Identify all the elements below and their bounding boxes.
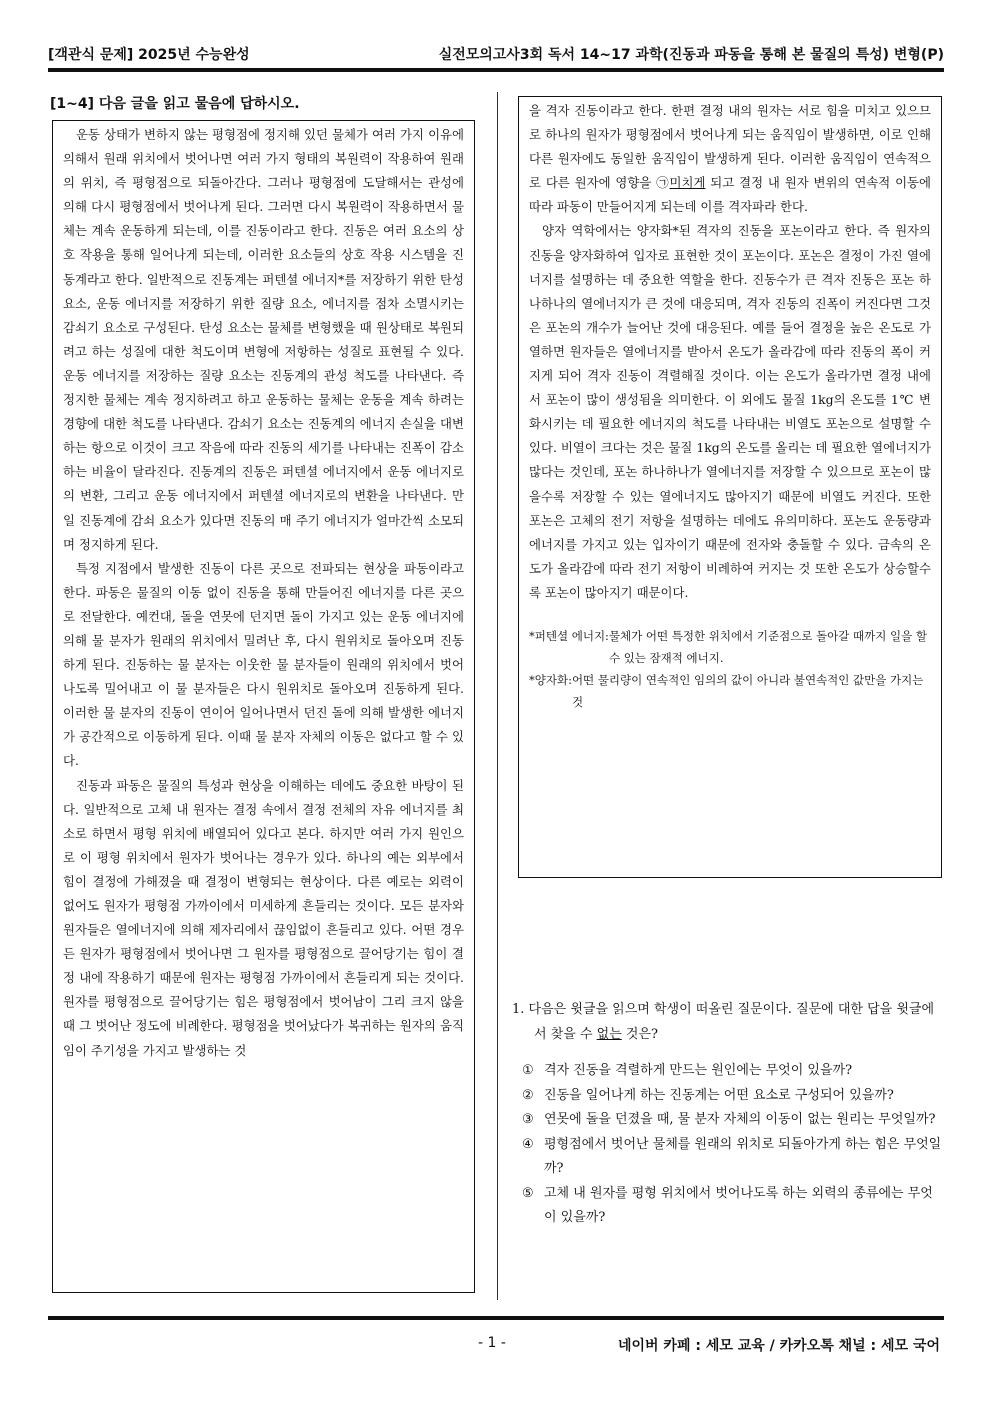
choice-text: 연못에 돌을 던졌을 때, 물 분자 자체의 이동이 없는 원리는 무엇일까? [544, 1112, 936, 1127]
choice-text: 격자 진동을 격렬하게 만드는 원인에는 무엇이 있을까? [544, 1063, 853, 1078]
passage-box-left [52, 120, 475, 1293]
passage-instruction: [1~4] 다음 글을 읽고 물음에 답하시오. [50, 96, 300, 112]
footnote-definition: 물체가 어떤 특정한 위치에서 기준점으로 돌아갈 때까지 일을 할 수 있는 잠재적 에너지. [608, 628, 928, 665]
footer-credit: 네이버 카페 : 세모 교육 / 카카오톡 채널 : 세모 국어 [617, 1338, 940, 1354]
choice-text: 평형점에서 벗어난 물체를 원래의 위치로 되돌아가게 하는 힘은 무엇일까? [544, 1136, 942, 1176]
question-stem-end: 것은? [621, 1026, 658, 1042]
answer-choices [512, 1059, 942, 1231]
choice-1[interactable] [522, 1059, 942, 1084]
choice-3[interactable] [522, 1108, 942, 1133]
footnotes [529, 625, 931, 713]
choice-4[interactable] [522, 1133, 942, 1182]
footnote-definition: 어떤 물리량이 연속적인 임의의 값이 아니라 불연속적인 값만을 가지는 것 [571, 672, 924, 709]
choice-text: 진동을 일어나게 하는 진동계는 어떤 요소로 구성되어 있을까? [544, 1087, 894, 1103]
question-stem [512, 998, 942, 1047]
question-stem-text: 1. 다음은 윗글을 읽으며 학생이 떠올린 질문이다. 질문에 대한 답을 윗글에서 찾을 수 [512, 1002, 935, 1042]
footnote-quantization [529, 669, 931, 713]
header-rule [48, 68, 944, 72]
choice-number: ① [522, 1063, 534, 1078]
paragraph-3-text-before: 을 격자 진동이라고 한다. 한편 결정 내의 원자는 서로 힘을 미치고 있으므로 하나의 원자가 평형점에서 벗어나게 되는 움직임이 발생하면, 이로 인해 다른 원자에도 동일한 움직임이 발생하게 된다. 이러한 움직임이 연속적으로 다른 원자에 영향을 [529, 103, 931, 191]
choice-number: ③ [522, 1112, 534, 1127]
choice-number: ② [522, 1087, 534, 1103]
choice-text: 고체 내 원자를 평형 위치에서 벗어나도록 하는 외력의 종류에는 무엇이 있을까? [544, 1185, 933, 1225]
footer-rule [48, 1316, 944, 1320]
exam-header-left: [객관식 문제] 2025년 수능완성 [48, 47, 250, 63]
question-1 [512, 998, 942, 1231]
footnote-term: *퍼텐셜 에너지: [529, 628, 609, 643]
choice-5[interactable] [522, 1182, 942, 1231]
choice-number: ④ [522, 1136, 534, 1152]
passage-paragraph-2: 특정 지점에서 발생한 진동이 다른 곳으로 전파되는 현상을 파동이라고 한다. 파동은 물질의 이동 없이 진동을 통해 만들어진 에너지를 다른 곳으로 전달한다. 예컨대, 돌을 연못에 던지면 돌이 가지고 있는 운동 에너지에 의해 물 분자가 원래의 위치에서 밀려난 후, 다시 원위치로 돌아오며 진동하게 된다. 진동하는 물 분자는 이웃한 물 분자들이 원래의 위치에서 벗어나도록 밀어내고 이 물 분자들은 다시 원위치로 돌아오며 진동하게 된다. 이러한 물 분자의 진동이 연이어 일어나면서 던진 돌에 의해 발생한 에너지가 공간적으로 이동하게 된다. 이때 물 분자 자체의 이동은 없다고 할 수 있다. [63, 560, 464, 769]
footnote-potential-energy [529, 625, 931, 669]
column-divider [497, 92, 498, 1300]
exam-header-right: 실전모의고사3회 독서 14~17 과학(진동과 파동을 통해 본 물질의 특성) 변형(P) [438, 47, 944, 63]
paragraph-3-text-after: 되고 결정 내 원자 변위의 연속적 이동에 따라 파동이 만들어지게 되는데 이를 격자파라 한다. [529, 175, 931, 215]
passage-paragraph-1: 운동 상태가 변하지 않는 평형점에 정지해 있던 물체가 여러 가지 이유에 의해서 원래 위치에서 벗어나면 여러 가지 형태의 복원력이 작용하여 원래의 위치, 즉 평형점으로 되돌아간다. 그러나 평형점에 도달해서는 관성에 의해 다시 평형점에서 벗어나게 된다. 그러면 다시 복원력이 작용하면서 물체는 계속 운동하게 되는데, 이를 진동이라고 한다. 진동은 여러 요소의 상호 작용을 통해 일어나게 되는데, 이러한 요소들의 상호 작용 시스템을 진동계라고 한다. 일반적으로 진동계는 퍼텐셜 에너지*를 저장하기 위한 탄성 요소, 운동 에너지를 저장하기 위한 질량 요소, 에너지를 점차 소멸시키는 감쇠기 요소로 구성된다. 탄성 요소는 물체를 변형했을 때 원상태로 복원되려고 하는 성질에 대한 척도이며 변형에 저항하는 성질로 표현될 수 있다. 운동 에너지를 저장하는 질량 요소는 진동계의 관성 척도를 나타낸다. 즉 정지한 물체는 계속 정지하려고 하고 운동하는 물체는 운동을 계속 하려는 경향에 대한 척도를 나타낸다. 감쇠기 요소는 진동계의 에너지 손실을 대변하는 항으로 이것이 크고 작음에 따라 진동의 세기를 나타내는 진폭이 감소하는 비율이 달라진다. 진동계의 진동은 퍼텐셜 에너지에서 운동 에너지로의 변환, 그리고 운동 에너지에서 퍼텐셜 에너지로의 변환을 나타낸다. 만일 진동계에 감쇠 요소가 있다면 진동의 매 주기 에너지가 얼마간씩 소모되며 정지하게 된다. [63, 127, 464, 552]
choice-number: ⑤ [522, 1185, 534, 1201]
page-number: - 1 - [478, 1335, 506, 1351]
question-stem-emphasis: 없는 [596, 1026, 622, 1042]
choice-2[interactable] [522, 1084, 942, 1109]
passage-paragraph-4: 양자 역학에서는 양자화*된 격자의 진동을 포논이라고 한다. 즉 원자의 진동을 양자화하여 입자로 표현한 것이 포논이다. 포논은 결정이 가진 열에너지를 설명하는 데 중요한 역할을 한다. 진동수가 큰 격자 진동은 포논 하나하나의 열에너지가 큰 것에 대응되며, 격자 진동의 진폭이 커진다면 그것은 포논의 개수가 늘어난 것에 대응된다. 예를 들어 결정을 높은 온도로 가열하면 원자들은 열에너지를 받아서 온도가 올라감에 따라 진동의 폭이 커지게 되어 격자 진동이 격렬해질 것이다. 이는 온도가 올라가면 결정 내에서 포논이 많이 생성됨을 의미한다. 이 외에도 물질 1kg의 온도를 1℃ 변화시키는 데 필요한 에너지의 척도를 나타내는 비열도 포논으로 설명할 수 있다. 비열이 크다는 것은 물질 1kg의 온도를 올리는 데 필요한 열에너지가 많다는 것인데, 포논 하나하나가 열에너지를 저장할 수 있으므로 포논이 많을수록 저장할 수 있는 열에너지도 많아지기 때문에 비열도 커진다. 또한 포논은 고체의 전기 저항을 설명하는 데에도 유의미하다. 포논도 운동량과 에너지를 가지고 있는 입자이기 때문에 전자와 충돌할 수 있다. 금속의 온도가 올라감에 따라 전기 저항이 비례하여 커지는 것 또한 온도가 상승할수록 포논이 많아지기 때문이다. [529, 223, 931, 600]
passage-paragraph-3: 진동과 파동은 물질의 특성과 현상을 이해하는 데에도 중요한 바탕이 된다. 일반적으로 고체 내 원자는 결정 속에서 결정 전체의 자유 에너지를 최소로 하면서 평형 위치에 배열되어 있다고 본다. 하지만 여러 가지 원인으로 이 평형 위치에서 원자가 벗어나는 경우가 있다. 하나의 예는 외부에서 힘이 결정에 가해졌을 때 결정이 변형되는 현상이다. 다른 예로는 외력이 없어도 원자가 평형점 가까이에서 미세하게 흔들리는 것이다. 모든 분자와 원자들은 열에너지에 의해 제자리에서 끊임없이 흔들리고 있다. 어떤 경우든 원자가 평형점에서 벗어나면 그 원자를 평형점으로 끌어당기는 힘이 결정 내에 작용하기 때문에 원자는 평형점 가까이에서 흔들리게 되는 것이다. 원자를 평형점으로 끌어당기는 힘은 평형점에서 벗어남이 그리 크지 않을 때 그 벗어난 정도에 비례한다. 평형점을 벗어났다가 복귀하는 원자의 움직임이 주기성을 가지고 발생하는 것 [63, 777, 464, 1058]
footnote-term: *양자화: [529, 672, 572, 687]
passage-box-right [518, 96, 942, 878]
underlined-word: 미치게 [669, 175, 706, 191]
passage-paragraph-3-continued [529, 99, 931, 219]
circled-marker: ㉠ [656, 175, 670, 191]
